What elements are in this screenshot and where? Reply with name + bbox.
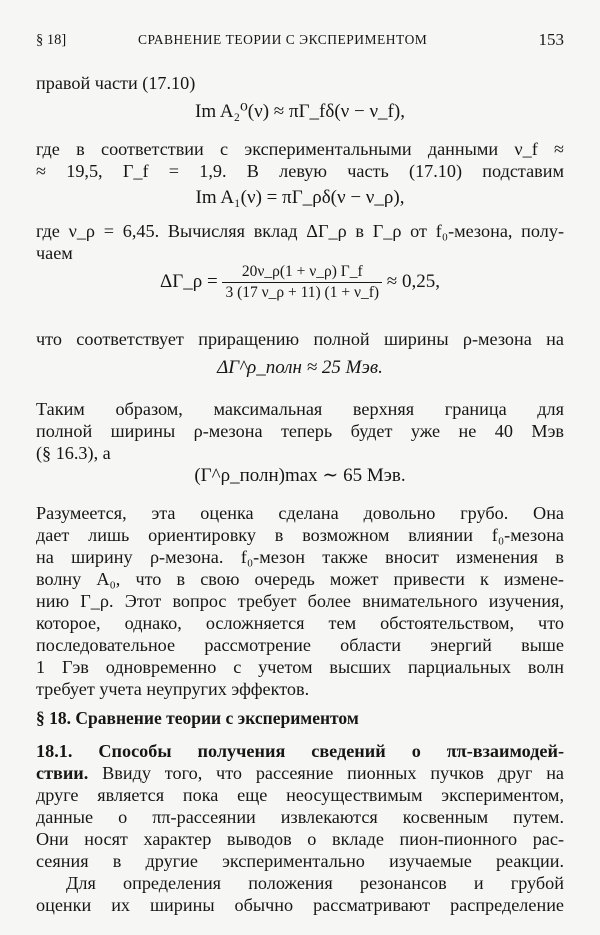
text-line: требует учета неупругих эффектов. [36, 679, 310, 699]
fraction-numerator: 20ν_ρ(1 + ν_ρ) Γ_f [222, 262, 382, 283]
page-number: 153 [538, 30, 564, 49]
equation-lhs: ΔΓ_ρ = [160, 270, 218, 292]
text-line: сеяния в другие экспериментально изучаемые реакции. [36, 851, 564, 871]
equation-im-a1: Im A₁(ν) = πΓ_ρδ(ν − ν_ρ), [195, 187, 405, 208]
text-line: где ν_ρ = 6,45. Вычисляя вклад ΔΓ_ρ в Γ_ρ от f₀-мезона, полу- [36, 221, 564, 241]
text-line: последовательное рассмотрение области энергий выше [36, 635, 564, 655]
text-line: 1 Гэв одновременно с учетом высших парциальных волн [36, 657, 564, 677]
text-line: чаем [36, 243, 73, 263]
text-span: Ввиду того, что рассеяние пионных пучков друг на [102, 763, 564, 783]
equation-delta-gamma-full: ΔΓ^ρ_полн ≈ 25 Мэв. [217, 357, 383, 378]
text-line: ≈ 19,5, Γ_f = 1,9. В левую часть (17.10) подставим [36, 161, 564, 181]
text-line: оценки их ширины обычно рассматривают распределение [36, 895, 564, 915]
text-line: правой части (17.10) [36, 73, 196, 93]
text-line: что соответствует приращению полной ширины ρ-мезона на [36, 329, 564, 349]
subsection-heading-cont: ствии. [36, 763, 89, 783]
fraction [222, 262, 382, 303]
text-line: друге является пока еще неосуществимым экспериментом, [36, 785, 564, 805]
text-line: которое, однако, осложняется тем обстоятельством, что [36, 613, 564, 633]
equation-im-a2: Im A₂⁰(ν) ≈ πΓ_fδ(ν − ν_f), [195, 101, 405, 122]
equation-gamma-max: (Γ^ρ_полн)max ∼ 65 Мэв. [194, 465, 406, 486]
text-line: Разумеется, эта оценка сделана довольно грубо. Она [36, 503, 564, 523]
text-line: Они носят характер выводов о вкладе пион-пионного рас- [36, 829, 564, 849]
text-line: (§ 16.3), а [36, 443, 111, 463]
text-line: нию Γ_ρ. Этот вопрос требует более внимательного изучения, [36, 591, 564, 611]
running-header [36, 30, 564, 52]
text-line: где в соответствии с экспериментальными данными ν_f ≈ [36, 139, 564, 159]
text-line: Таким образом, максимальная верхняя граница для [36, 399, 564, 419]
text-line: на ширину ρ-мезона. f₀-мезон также вносит изменения в [36, 547, 564, 567]
equation-rhs: ≈ 0,25, [386, 270, 440, 292]
section-heading: § 18. Сравнение теории с экспериментом [36, 708, 359, 728]
text-line: Для определения положения резонансов и грубой [66, 873, 564, 893]
text-line: данные о ππ-рассеянии извлекаются косвенным путем. [36, 807, 564, 827]
equation-delta-gamma [36, 262, 564, 312]
text-line: волну A₀, что в свою очередь может привести к измене- [36, 569, 564, 589]
subsection-heading: 18.1. Способы получения сведений о ππ-взаимодей- [36, 741, 564, 761]
fraction-denominator: 3 (17 ν_ρ + 11) (1 + ν_f) [225, 284, 380, 301]
text-line: полной ширины ρ-мезона теперь будет уже не 40 Мэв [36, 421, 564, 441]
header-title: СРАВНЕНИЕ ТЕОРИИ С ЭКСПЕРИМЕНТОМ [138, 32, 428, 47]
text-line: дает лишь ориентировку в возможном влиянии f₀-мезона [36, 525, 564, 545]
text-line [36, 762, 564, 784]
header-section-ref: § 18] [36, 32, 67, 48]
